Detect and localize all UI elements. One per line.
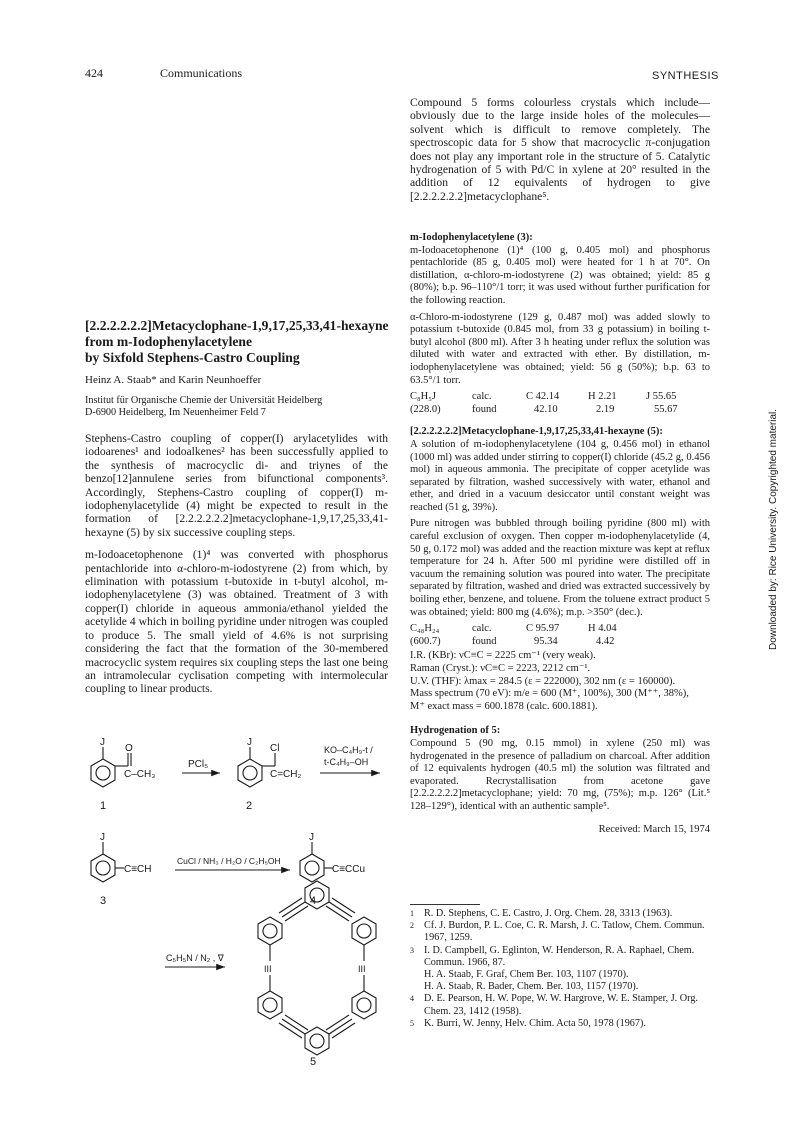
spectrum-line: Mass spectrum (70 eV): m/e = 600 (M⁺, 100%), 300 (M⁺⁺, 38%),	[410, 688, 689, 700]
mol-weight: (228.0)	[410, 403, 441, 415]
exp3-paragraph: Compound 5 (90 mg, 0.15 mmol) in xylene (250 ml) was hydrogenated in the presence of palladium on charcoal. After addition of 12 equivalents hydrogen (40.5 ml) the solution was filtrated and evaporated. Recrystallisation from acetone gave [2.2.2.2.2.2]metacyclophane; yield: 70 mg, (75%); m.p. 126° (Lit.⁵ 128–129°), identical with an authentic sample⁵.	[410, 737, 710, 812]
found-label: found	[472, 635, 497, 647]
compound-label-2: 2	[246, 800, 253, 812]
value: C 95.97	[526, 623, 560, 635]
spectrum-line: M⁺ exact mass = 600.1878 (calc. 600.1881).	[410, 700, 598, 712]
value: 55.67	[654, 403, 678, 415]
value: 95.34	[534, 635, 558, 647]
ethynyl-group: C≡CH	[124, 864, 152, 875]
analysis-row	[410, 636, 710, 649]
value: 4.42	[596, 635, 615, 647]
article-title-line: [2.2.2.2.2.2]Metacyclophane-1,9,17,25,33,41-hexayne	[85, 318, 389, 333]
reference-item: 3 I. D. Campbell, G. Eglinton, W. Henderson, R. A. Raphael, Chem. Commun. 1966, 87.	[410, 944, 695, 968]
reference-item: 4 D. E. Pearson, H. W. Pope, W. W. Hargrove, W. E. Stamper, J. Org. Chem. 23, 1412 (1958).	[410, 993, 698, 1017]
spectra-list	[410, 650, 710, 713]
received-date: Received: March 15, 1974	[598, 823, 710, 835]
triple-bond-left: III	[264, 964, 272, 974]
exp2-paragraph-1: A solution of m-iodophenylacetylene (104 g, 0.456 mol) in ethanol (1000 ml) was added under stirring to copper(I) chloride (45.2 g, 0.456 mol) in aqueous ammonia. The precipitate of copper acetylide was separated by filtration, washed successively with water, ethanol and ether, and dried in a vacuum desiccator until constant weight was reached (51 g, 39%).	[410, 438, 710, 513]
value: C 42.14	[526, 391, 560, 403]
acetyl-group: C–CH₃	[124, 769, 156, 780]
formula: C₄₈H₂₄	[410, 623, 440, 635]
vinyl-group: C=CH₂	[270, 769, 302, 780]
article-title-line: by Sixfold Stephens-Castro Coupling	[85, 350, 300, 365]
article-head	[85, 318, 390, 419]
calc-label: calc.	[472, 391, 492, 403]
triple-bond-right: III	[358, 964, 366, 974]
iodo-label: J	[100, 832, 105, 843]
body-paragraph-1: Stephens-Castro coupling of copper(I) arylacetylides with iodoarenes¹ and iodoalkenes² has been successfully applied to the synthesis of macrocyclic di- and triynes of the benzo[12]annulene series from bifunctional components³. Accordingly, Stephens-Castro coupling of copper(I) m-iodophenylacetylide (4) might be expected to result in the formation of [2.2.2.2.2.2]metacyclophane-1,9,17,25,33,41-hexayne (5) by six successive coupling steps.	[85, 432, 388, 539]
reference-item: H. A. Staab, F. Graf, Chem Ber. 103, 1107 (1970).	[424, 969, 629, 981]
reagent-4: C₅H₅N / N₂ , ∇	[166, 953, 224, 963]
analysis-row	[410, 391, 710, 404]
iodo-label: J	[309, 832, 314, 843]
section-name: Communications	[160, 66, 242, 80]
spectrum-line: Raman (Cryst.): νC≡C = 2223, 2212 cm⁻¹.	[410, 663, 591, 674]
exp3-heading: Hydrogenation of 5:	[410, 725, 501, 737]
value: H 2.21	[588, 391, 617, 403]
mol-weight: (600.7)	[410, 635, 441, 647]
reaction-scheme	[80, 735, 400, 1065]
analysis-table-2	[410, 623, 710, 648]
page-number: 424	[85, 66, 103, 80]
value: J 55.65	[646, 391, 677, 403]
value: 42.10	[534, 403, 558, 415]
compound-label-4: 4	[310, 895, 317, 907]
reference-item: H. A. Staab, R. Bader, Chem. Ber. 103, 1157 (1970).	[424, 981, 639, 993]
reagent-2a: KO–C₄H₉-t /	[324, 745, 373, 755]
found-label: found	[472, 403, 497, 415]
intro-paragraph: Compound 5 forms colourless crystals which include—obviously due to the large inside holes of the molecules—solvent which is difficult to remove completely. The spectroscopic data for 5 show that macrocyclic π-conjugation does not play any important role in the structure of 5. Catalytic hydrogenation of 5 with Pd/C in xylene at 20° resulted in the addition of 12 equivalents of hydrogen to give [2.2.2.2.2.2]metacyclophane⁵.	[410, 96, 710, 203]
compound-label-3: 3	[100, 895, 107, 907]
chloro-label: Cl	[270, 743, 280, 754]
download-note: Downloaded by: Rice University. Copyrighted material.	[768, 408, 779, 650]
reagent-1: PCl₅	[188, 759, 209, 770]
value: H 4.04	[588, 623, 617, 635]
spectrum-line: I.R. (KBr): νC≡C = 2225 cm⁻¹ (very weak).	[410, 650, 596, 662]
experimental-section	[410, 232, 710, 836]
oxygen-label: O	[125, 743, 133, 754]
cu-acetylide-group: C≡CCu	[332, 864, 366, 875]
article-title-line: from m-Iodophenylacetylene	[85, 334, 253, 349]
exp2-heading: [2.2.2.2.2.2]Metacyclophane-1,9,17,25,33,41-hexayne (5):	[410, 426, 663, 438]
analysis-row	[410, 404, 710, 417]
reagent-2b: t-C₄H₉–OH	[324, 757, 369, 767]
left-body	[85, 432, 388, 696]
formula: C₈H₅J	[410, 391, 436, 403]
compound-label-5: 5	[310, 1056, 317, 1065]
references-list	[410, 908, 710, 1030]
iodo-label: J	[100, 737, 105, 748]
exp2-paragraph-2: Pure nitrogen was bubbled through boiling pyridine (800 ml) with careful exclusion of oxygen. Then copper m-iodophenylacetylide (4, 50 g, 0.172 mol) was added and the reaction mixture was kept at reflux temperature for 24 h. After 500 ml pyridine were distilled off in vacuum the remaining solution was poured into water. The precipitate separated by filtration, washed and dried was extracted successively by boiling ether, benzene, and toluene. From the toluene extract product 5 was obtained; yield: 800 mg (4.6%); m.p. >350° (dec.).	[410, 518, 710, 618]
exp1-paragraph-2: α-Chloro-m-iodostyrene (129 g, 0.487 mol) was added slowly to potassium t-butoxide (0.845 mol, from 33 g potassium) in boiling t-butyl alcohol (800 ml). After 3 h heating under reflux the solution was diluted with water and extracted with ether. By distillation, m-iodophenylacetylene was obtained; yield: 56 g (50%); b.p. 63 to 63.5°/1 torr.	[410, 311, 710, 386]
analysis-row	[410, 623, 710, 636]
body-paragraph-2: m-Iodoacetophenone (1)⁴ was converted with phosphorus pentachloride into α-chloro-m-iodostyrene (2) from which, by elimination with potassium t-butoxide in t-butyl alcohol, m-iodophenylacetylene (3) was obtained. Treatment of 3 with copper(I) chloride in aqueous ammonia/ethanol yielded the acetylide 4 which in boiling pyridine under nitrogen was coupled to produce 5. The small yield of 4.6% is not surprising considering the fact that the formation of the 30-membered macrocyclic system requires six coupling steps the last one being an intramolecular cyclisation competing with intermolecular coupling to linear products.	[85, 548, 388, 696]
journal-name: SYNTHESIS	[652, 70, 719, 82]
exp1-paragraph-1: m-Iodoacetophenone (1)⁴ (100 g, 0.405 mol) and phosphorus pentachloride (85 g, 0.405 mol) were heated for 1 h at 70°. On distillation, α-chloro-m-iodostyrene (2) was obtained; yield: 85 g (80%); b.p. 96–110°/1 torr; it was used without further purification for the following reaction.	[410, 244, 710, 306]
compound-label-1: 1	[100, 800, 107, 812]
calc-label: calc.	[472, 623, 492, 635]
exp1-heading: m-Iodophenylacetylene (3):	[410, 232, 533, 243]
reference-item: 5 K. Burri, W. Jenny, Helv. Chim. Acta 50, 1978 (1967).	[410, 1017, 646, 1029]
right-intro-block	[410, 96, 710, 203]
reference-item: 1 R. D. Stephens, C. E. Castro, J. Org. Chem. 28, 3313 (1963).	[410, 908, 673, 919]
iodo-label: J	[247, 737, 252, 748]
value: 2.19	[596, 403, 615, 415]
reference-item: 2 Cf. J. Burdon, P. L. Coe, C. R. Marsh, J. C. Tatlow, Chem. Commun. 1967, 1259.	[410, 920, 705, 944]
analysis-table-1	[410, 391, 710, 416]
references-rule	[410, 904, 480, 905]
spectrum-line: U.V. (THF): λmax = 284.5 (ε = 222000), 302 nm (ε = 160000).	[410, 675, 676, 687]
authors: Heinz A. Staab* and Karin Neunhoeffer	[85, 374, 262, 386]
affiliation-line: D-6900 Heidelberg, Im Neuenheimer Feld 7	[85, 407, 266, 419]
affiliation-line: Institut für Organische Chemie der Universität Heidelberg	[85, 395, 323, 406]
reagent-3: CuCl / NH₃ / H₂O / C₂H₅OH	[177, 856, 281, 866]
